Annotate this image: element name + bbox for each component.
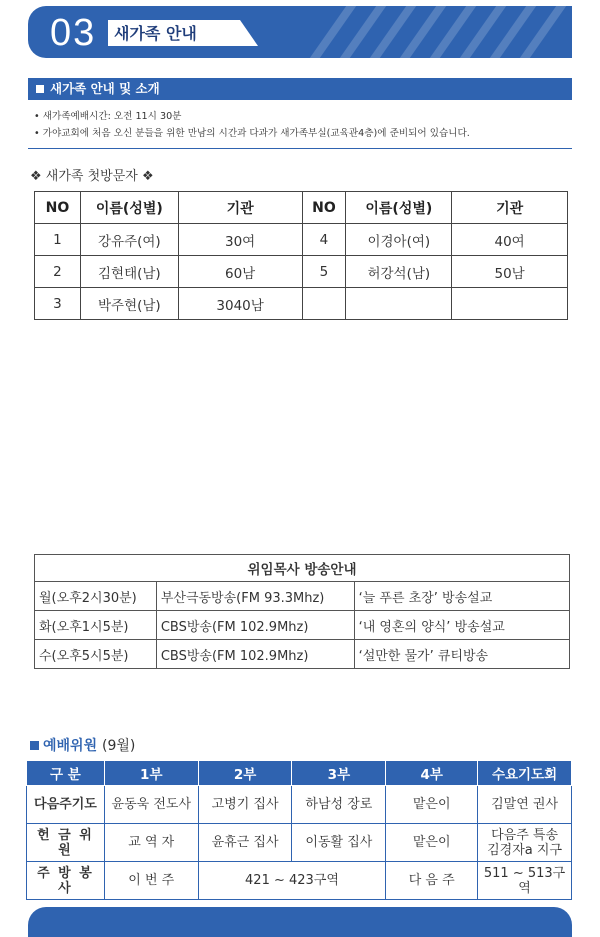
table-cell: 김현태(남) [80,256,178,288]
section-title: 새가족 안내 [114,24,197,43]
table-cell [346,288,452,320]
table-row [35,256,568,288]
square-bullet-icon [36,85,44,93]
col-header: 기관 [452,192,568,224]
visitors-table [34,191,568,320]
table-cell: CBS방송(FM 102.9Mhz) [156,640,354,669]
table-cell: 다 음 주 [386,862,478,900]
table-cell: 교 역 자 [104,824,198,862]
footer-bar [28,907,572,937]
table-cell: 이경아(여) [346,224,452,256]
table-cell: 1 [35,224,81,256]
table-cell: 3 [35,288,81,320]
table-cell: 월(오후2시30분) [35,582,157,611]
visitors-title: ❖ 새가족 첫방문자 ❖ [30,169,154,184]
table-cell: 50남 [452,256,568,288]
table-row [35,288,568,320]
worship-table [26,760,572,900]
table-cell [452,288,568,320]
table-cell: 윤휴근 집사 [198,824,292,862]
broadcast-title-row [35,555,570,582]
intro-section [28,78,572,149]
table-cell: 하남성 장로 [292,786,386,824]
square-bullet-icon [30,741,39,750]
table-cell: 맡은이 [386,786,478,824]
table-cell: 박주현(남) [80,288,178,320]
col-header: 이름(성별) [346,192,452,224]
col-header: 1부 [104,761,198,786]
col-header: 수요기도회 [478,761,572,786]
table-cell: ‘설만한 물가’ 큐티방송 [354,640,569,669]
table-cell: 맡은이 [386,824,478,862]
table-cell [302,288,346,320]
table-cell: ‘내 영혼의 양식’ 방송설교 [354,611,569,640]
table-row [35,224,568,256]
intro-line: • 가야교회에 처음 오신 분들을 위한 만남의 시간과 다과가 새가족부실(교육관4층)에 준비되어 있습니다. [34,128,470,139]
col-header: 기관 [178,192,302,224]
table-cell: 40여 [452,224,568,256]
table-cell: 421 ~ 423구역 [198,862,386,900]
special-song-group: 김경자a 지구 [487,842,562,858]
section-header [28,6,572,58]
col-header: NO [35,192,81,224]
table-cell: 5 [302,256,346,288]
table-row [27,862,572,900]
intro-line: • 새가족예배시간: 오전 11시 30분 [34,111,182,122]
col-header: 4부 [386,761,478,786]
col-header: 2부 [198,761,292,786]
worship-month: (9월) [101,738,136,754]
row-label: 주 방 봉 사 [27,862,105,900]
table-cell: 이 번 주 [104,862,198,900]
table-cell: ‘늘 푸른 초장’ 방송설교 [354,582,569,611]
table-row [35,582,570,611]
row-label: 헌 금 위 원 [27,824,105,862]
col-header: 이름(성별) [80,192,178,224]
table-row [27,824,572,862]
table-cell: CBS방송(FM 102.9Mhz) [156,611,354,640]
intro-heading: 새가족 안내 및 소개 [50,81,160,96]
table-row [35,640,570,669]
worship-heading [30,735,135,755]
col-header: 구 분 [27,761,105,786]
col-header: 3부 [292,761,386,786]
table-cell: 511 ~ 513구역 [478,862,572,900]
table-cell: 부산극동방송(FM 93.3Mhz) [156,582,354,611]
table-cell: 4 [302,224,346,256]
worship-title: 예배위원 [43,738,98,754]
intro-body [28,100,572,149]
intro-heading-bar [28,78,572,100]
table-cell: 2 [35,256,81,288]
table-cell: 화(오후1시5분) [35,611,157,640]
table-row [35,611,570,640]
special-song-label: 다음주 특송 [491,827,559,843]
table-row [27,786,572,824]
table-cell: 이동활 집사 [292,824,386,862]
section-number: 03 [50,12,97,54]
row-label: 다음주기도 [27,786,105,824]
col-header: NO [302,192,346,224]
table-cell: 30여 [178,224,302,256]
table-cell: 윤동욱 전도사 [104,786,198,824]
broadcast-table [34,554,570,669]
table-cell [478,824,572,862]
table-cell: 수(오후5시5분) [35,640,157,669]
table-cell: 허강석(남) [346,256,452,288]
broadcast-title: 위임목사 방송안내 [35,555,570,582]
table-cell: 60남 [178,256,302,288]
table-cell: 김말연 권사 [478,786,572,824]
table-header-row [35,192,568,224]
table-cell: 고병기 집사 [198,786,292,824]
table-header-row [27,761,572,786]
table-cell: 강유주(여) [80,224,178,256]
table-cell: 3040남 [178,288,302,320]
